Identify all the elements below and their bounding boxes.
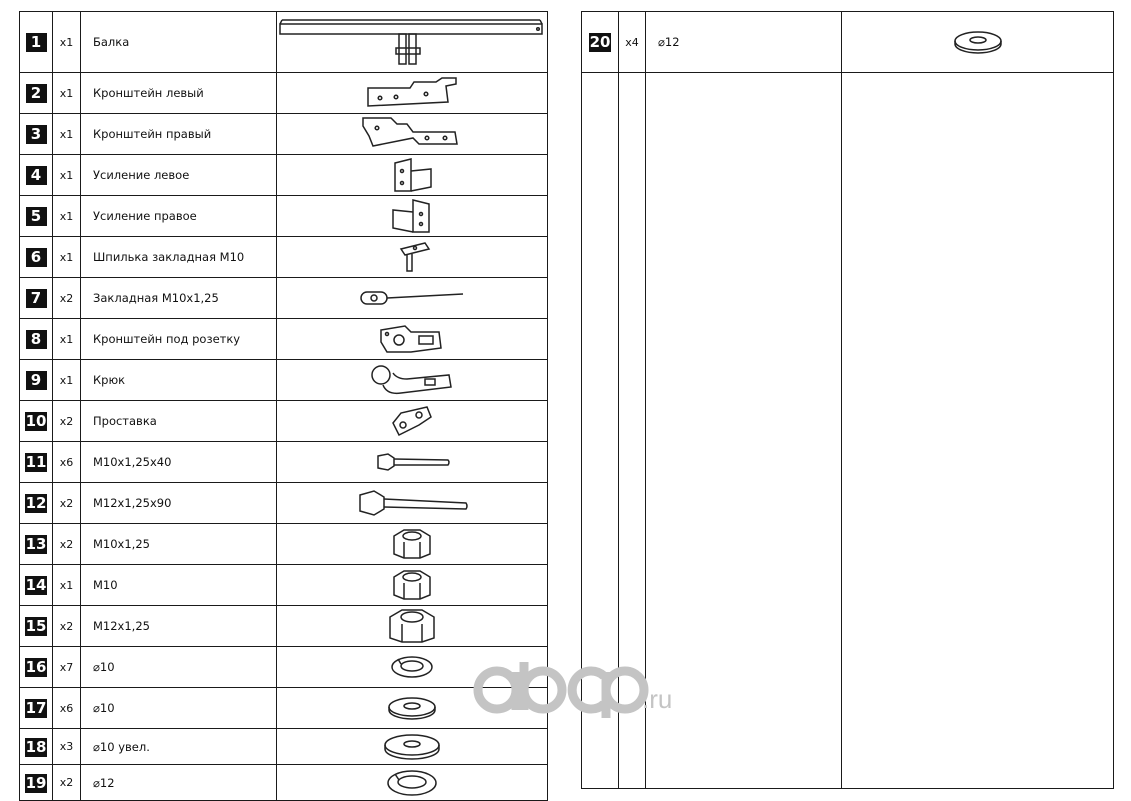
part-image-cell bbox=[277, 12, 548, 73]
part-number-badge: 4 bbox=[26, 166, 47, 185]
flat-washer-large-icon bbox=[277, 733, 547, 761]
nut-icon bbox=[277, 528, 547, 560]
part-row bbox=[20, 565, 548, 606]
part-number-badge: 19 bbox=[25, 773, 47, 792]
part-number-badge: 7 bbox=[26, 289, 47, 308]
embedded-stud-icon bbox=[277, 239, 547, 275]
part-row bbox=[20, 401, 548, 442]
part-quantity: x2 bbox=[53, 606, 81, 647]
embedded-nut-icon bbox=[277, 286, 547, 310]
part-name: Закладная М10х1,25 bbox=[81, 278, 277, 319]
part-row bbox=[20, 278, 548, 319]
part-name: Кронштейн правый bbox=[81, 114, 277, 155]
socket-bracket-icon bbox=[277, 322, 547, 356]
part-row bbox=[20, 647, 548, 688]
part-image-cell bbox=[277, 319, 548, 360]
part-number-cell bbox=[20, 765, 53, 801]
nut-icon bbox=[277, 569, 547, 601]
part-image-cell bbox=[277, 606, 548, 647]
part-number-cell bbox=[20, 360, 53, 401]
part-row bbox=[20, 73, 548, 114]
reinforcement-left-icon bbox=[277, 157, 547, 193]
abcp-watermark bbox=[470, 660, 675, 720]
part-row bbox=[20, 12, 548, 73]
part-quantity: x3 bbox=[53, 729, 81, 765]
reinforcement-right-icon bbox=[277, 198, 547, 234]
nut-large-icon bbox=[277, 608, 547, 644]
part-name: Шпилька закладная М10 bbox=[81, 237, 277, 278]
part-row bbox=[20, 729, 548, 765]
bolt-small-icon bbox=[277, 450, 547, 474]
part-number-cell bbox=[20, 647, 53, 688]
part-quantity: x4 bbox=[619, 12, 646, 73]
part-quantity: x1 bbox=[53, 237, 81, 278]
part-image-cell bbox=[277, 565, 548, 606]
part-quantity: x6 bbox=[53, 442, 81, 483]
part-name: Крюк bbox=[81, 360, 277, 401]
part-number-cell bbox=[582, 12, 619, 73]
part-number-cell bbox=[20, 524, 53, 565]
part-quantity: x1 bbox=[53, 565, 81, 606]
part-number-badge: 18 bbox=[25, 737, 47, 756]
part-number-cell bbox=[20, 565, 53, 606]
part-name: М10х1,25х40 bbox=[81, 442, 277, 483]
part-name: ⌀12 bbox=[646, 12, 842, 73]
bracket-left-icon bbox=[277, 74, 547, 112]
part-image-cell bbox=[842, 12, 1114, 73]
spacer-icon bbox=[277, 403, 547, 439]
part-quantity: x7 bbox=[53, 647, 81, 688]
part-name: ⌀10 bbox=[81, 688, 277, 729]
part-name: М12х1,25х90 bbox=[81, 483, 277, 524]
part-quantity: x2 bbox=[53, 278, 81, 319]
part-number-cell bbox=[20, 278, 53, 319]
part-image-cell bbox=[277, 196, 548, 237]
part-number-badge: 1 bbox=[26, 33, 47, 52]
part-number-badge: 15 bbox=[25, 617, 47, 635]
part-image-cell bbox=[277, 237, 548, 278]
part-number-badge: 12 bbox=[25, 494, 47, 512]
part-number-badge: 16 bbox=[25, 658, 47, 676]
part-name: М10х1,25 bbox=[81, 524, 277, 565]
part-row bbox=[20, 765, 548, 801]
part-number-badge: 9 bbox=[26, 371, 47, 390]
part-number-cell bbox=[20, 688, 53, 729]
part-quantity: x1 bbox=[53, 196, 81, 237]
part-row bbox=[20, 237, 548, 278]
part-row bbox=[20, 319, 548, 360]
part-row bbox=[20, 155, 548, 196]
part-number-badge: 17 bbox=[25, 699, 47, 717]
parts-table-left bbox=[19, 11, 548, 801]
part-image-cell bbox=[277, 765, 548, 801]
part-number-badge: 13 bbox=[25, 535, 47, 553]
part-quantity: x2 bbox=[53, 483, 81, 524]
part-name: Кронштейн под розетку bbox=[81, 319, 277, 360]
empty-cell bbox=[842, 73, 1114, 789]
part-quantity: x2 bbox=[53, 524, 81, 565]
part-name: ⌀10 bbox=[81, 647, 277, 688]
part-row bbox=[20, 524, 548, 565]
part-row bbox=[20, 606, 548, 647]
part-number-cell bbox=[20, 606, 53, 647]
part-number-cell bbox=[20, 729, 53, 765]
part-quantity: x1 bbox=[53, 319, 81, 360]
part-number-cell bbox=[20, 196, 53, 237]
part-name: Проставка bbox=[81, 401, 277, 442]
part-image-cell bbox=[277, 114, 548, 155]
part-name: Усиление правое bbox=[81, 196, 277, 237]
part-image-cell bbox=[277, 73, 548, 114]
bracket-right-icon bbox=[277, 114, 547, 154]
part-image-cell bbox=[277, 401, 548, 442]
part-number-cell bbox=[20, 401, 53, 442]
part-number-cell bbox=[20, 155, 53, 196]
part-number-cell bbox=[20, 319, 53, 360]
part-name: Кронштейн левый bbox=[81, 73, 277, 114]
part-number-badge: 20 bbox=[589, 33, 611, 51]
part-name: ⌀10 увел. bbox=[81, 729, 277, 765]
part-row bbox=[20, 688, 548, 729]
bolt-large-icon bbox=[277, 487, 547, 519]
part-image-cell bbox=[277, 442, 548, 483]
part-number-badge: 6 bbox=[26, 248, 47, 267]
part-number-cell bbox=[20, 237, 53, 278]
part-quantity: x6 bbox=[53, 688, 81, 729]
beam-icon bbox=[277, 14, 547, 70]
part-number-badge: 11 bbox=[25, 453, 47, 471]
part-quantity: x1 bbox=[53, 360, 81, 401]
part-row bbox=[20, 196, 548, 237]
flat-washer-icon bbox=[842, 29, 1113, 55]
part-row bbox=[582, 12, 1114, 73]
part-number-cell bbox=[20, 442, 53, 483]
part-name: М10 bbox=[81, 565, 277, 606]
part-image-cell bbox=[277, 155, 548, 196]
part-name: ⌀12 bbox=[81, 765, 277, 801]
part-number-badge: 5 bbox=[26, 207, 47, 226]
part-row bbox=[20, 114, 548, 155]
part-name: Усиление левое bbox=[81, 155, 277, 196]
part-name: Балка bbox=[81, 12, 277, 73]
spring-washer-large-icon bbox=[277, 768, 547, 798]
part-quantity: x1 bbox=[53, 73, 81, 114]
part-quantity: x2 bbox=[53, 401, 81, 442]
part-quantity: x1 bbox=[53, 114, 81, 155]
part-image-cell bbox=[277, 278, 548, 319]
part-number-badge: 14 bbox=[25, 576, 47, 594]
part-number-badge: 2 bbox=[26, 84, 47, 103]
part-name: М12х1,25 bbox=[81, 606, 277, 647]
part-row bbox=[20, 483, 548, 524]
part-quantity: x2 bbox=[53, 765, 81, 801]
part-image-cell bbox=[277, 524, 548, 565]
part-quantity: x1 bbox=[53, 12, 81, 73]
part-row bbox=[20, 442, 548, 483]
part-image-cell bbox=[277, 360, 548, 401]
part-image-cell bbox=[277, 483, 548, 524]
part-number-cell bbox=[20, 12, 53, 73]
part-image-cell bbox=[277, 729, 548, 765]
part-number-cell bbox=[20, 483, 53, 524]
part-number-cell bbox=[20, 114, 53, 155]
watermark-tld: .ru bbox=[642, 684, 673, 714]
part-row bbox=[20, 360, 548, 401]
part-number-badge: 3 bbox=[26, 125, 47, 144]
part-number-cell bbox=[20, 73, 53, 114]
part-number-badge: 8 bbox=[26, 330, 47, 349]
hook-icon bbox=[277, 361, 547, 399]
part-quantity: x1 bbox=[53, 155, 81, 196]
part-number-badge: 10 bbox=[25, 412, 47, 430]
